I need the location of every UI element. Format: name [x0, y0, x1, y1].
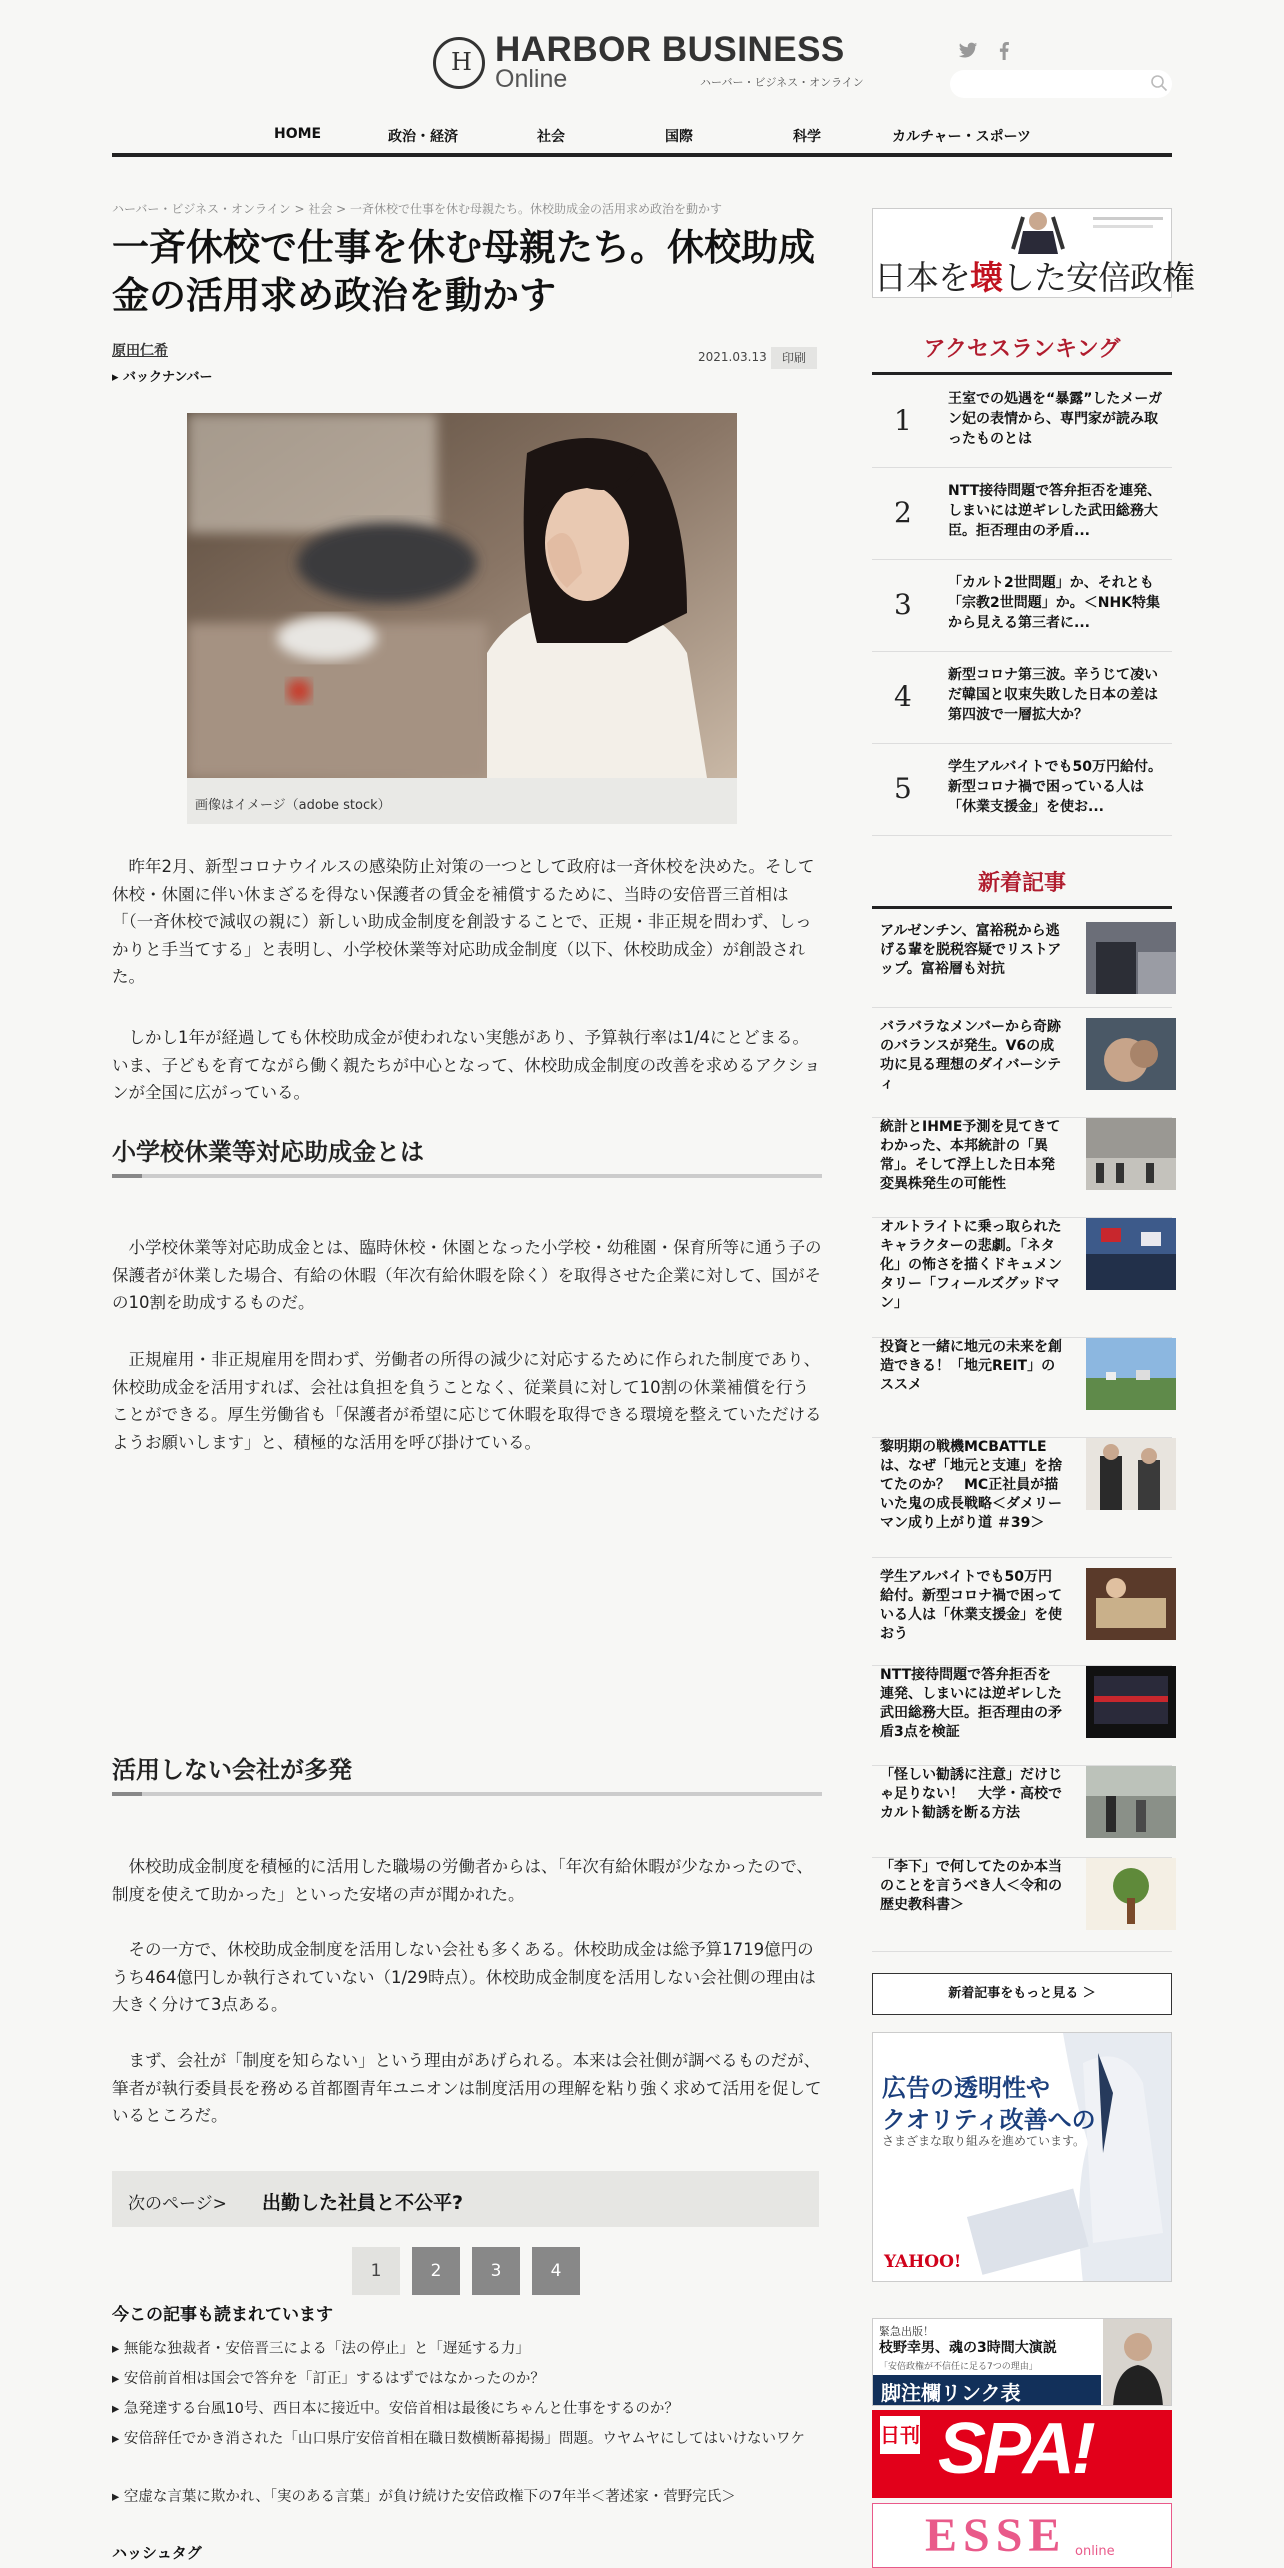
breadcrumb[interactable]: ハーバー・ビジネス・オンライン > 社会 > 一斉休校で仕事を休む母親たち。休校助成金の活用求め政治を動かす [112, 202, 723, 216]
next-page-title: 出勤した社員と不公平? [262, 2192, 464, 2214]
ad-book-title: 枝野幸男、魂の3時間大演説 [879, 2340, 1057, 2356]
new-article-item[interactable] [872, 1218, 1172, 1338]
section-heading-underline [112, 1174, 822, 1178]
new-article-title: NTT接待問題で答弁拒否を連発、しまいには逆ギレした武田総務大臣。拒否理由の矛盾3点を検証 [880, 1667, 1062, 1740]
new-article-item[interactable] [872, 1666, 1172, 1766]
ad-banner-esse[interactable] [872, 2503, 1172, 2568]
search-icon[interactable] [1150, 74, 1168, 92]
new-article-thumbnail [1086, 1766, 1176, 1838]
next-page-label: 次のページ> [128, 2194, 227, 2214]
pagination-page-2[interactable]: 2 [412, 2247, 460, 2295]
article-paragraph: 正規雇用・非正規雇用を問わず、労働者の所得の減少に対応するために作られた制度であり、休校助成金を活用すれば、会社は負担を負うことなく、従業員に対して10割の休業補償を行うことができる。厚生労働省も「保護者が希望に応じて休暇を取得できる環境を整えていただけるようお願いします」と、積極的な活用を呼び掛けている。 [112, 1350, 822, 1452]
ranking-item[interactable] [872, 376, 1172, 468]
new-article-thumbnail [1086, 1438, 1176, 1510]
ad-book-tag: 緊急出版！ [879, 2325, 934, 2338]
new-article-title: 「李下」で何してたのか本当のことを言うべき人＜令和の歴史教科書＞ [880, 1859, 1062, 1913]
ad-esse-logo: ESSE [925, 2509, 1067, 2562]
author-link[interactable]: 原田仁希 [112, 343, 168, 359]
rank-number: 5 [894, 772, 912, 805]
rank-title: NTT接待問題で答弁拒否を連発、しまいには逆ギレした武田総務大臣。拒否理由の矛盾... [948, 483, 1162, 539]
ad-yahoo-line2: クオリティ改善への [882, 2106, 1096, 2134]
new-article-item[interactable] [872, 1766, 1172, 1858]
hashtag-title: ハッシュタグ [112, 2544, 202, 2562]
ad-yahoo-line1: 広告の透明性や [882, 2074, 1050, 2102]
new-article-item[interactable] [872, 1438, 1172, 1558]
new-article-thumbnail [1086, 922, 1176, 994]
related-article-link[interactable]: ▸ 安倍前首相は国会で答弁を「訂正」するはずではなかったのか？ [112, 2371, 545, 2387]
new-article-title: 投資と一緒に地元の未来を創造できる！「地元REIT」のススメ [880, 1339, 1062, 1393]
ranking-item[interactable] [872, 560, 1172, 652]
section-heading-underline [112, 1792, 822, 1796]
ad-banner-book[interactable] [872, 2318, 1172, 2406]
related-article-link[interactable]: ▸ 空虚な言葉に欺かれ、「実のある言葉」が負け続けた安倍政権下の7年半＜著述家・菅野完氏＞ [112, 2489, 736, 2505]
new-article-title: 「怪しい勧誘に注意」だけじゃ足りない！ 大学・高校でカルト勧誘を断る方法 [880, 1767, 1062, 1821]
ad-yahoo-line3: さまざまな取り組みを進めています。 [882, 2134, 1086, 2148]
rank-title: 新型コロナ第三波。辛うじて凌いだ韓国と収束失敗した日本の差は第四波で一層拡大か？ [948, 667, 1158, 723]
pagination-page-4[interactable]: 4 [532, 2247, 580, 2295]
ranking-item[interactable] [872, 652, 1172, 744]
ranking-title: アクセスランキング [923, 337, 1121, 362]
article-paragraph: 昨年2月、新型コロナウイルスの感染防止対策の一つとして政府は一斉休校を決めた。そして休校・休園に伴い休まざるを得ない保護者の賃金を補償するために、当時の安倍晋三首相は「（一斉休校で減収の親に）新しい助成金制度を創設することで、正規・非正規を問わず、しっかりと手当てする」と表明し、小学校休業等対応助成金制度（以下、休校助成金）が創設された。 [112, 857, 815, 986]
related-articles-title: 今この記事も読まれています [112, 2305, 333, 2325]
more-new-articles-button[interactable]: 新着記事をもっと見る ＞ [872, 1973, 1172, 2015]
section-heading: 小学校休業等対応助成金とは [112, 1138, 424, 1166]
ad-spa-small: 日刊 [880, 2416, 920, 2454]
related-article-link[interactable]: ▸ 無能な独裁者・安倍晋三による「法の停止」と「遅延する力」 [112, 2341, 530, 2357]
rank-number: 1 [894, 404, 912, 437]
article-paragraph: 小学校休業等対応助成金とは、臨時休校・休園となった小学校・幼稚園・保育所等に通う子の保護者が休業した場合、有給の休暇（年次有給休暇を除く）を取得させた企業に対して、国がその10割を助成するものだ。 [112, 1238, 822, 1312]
rank-title: 王室での処遇を“暴露”したメーガン妃の表情から、専門家が読み取ったものとは [948, 391, 1163, 447]
nav-item-politics[interactable]: 政治・経済 [388, 129, 458, 145]
new-article-thumbnail [1086, 1858, 1176, 1930]
article-title: 一斉休校で仕事を休む母親たち。休校助成金の活用求め政治を動かす [112, 226, 815, 317]
ranking-item[interactable] [872, 468, 1172, 560]
nav-divider [112, 153, 1172, 157]
new-article-thumbnail [1086, 1338, 1176, 1410]
article-paragraph: しかし1年が経過しても休校助成金が使われない実態があり、予算執行率は1/4にとどまる。いま、子どもを育てながら働く親たちが中心となって、休校助成金制度の改善を求めるアクションが全国に広がっている。 [112, 1028, 821, 1102]
nav-item-international[interactable]: 国際 [665, 129, 693, 145]
logo-emblem-icon: H [433, 37, 485, 89]
ad-abe-title: 日本を壊した安倍政権 [874, 258, 1194, 297]
new-article-thumbnail [1086, 1218, 1176, 1290]
pagination-page-1[interactable]: 1 [352, 2247, 400, 2295]
image-caption: 画像はイメージ（adobe stock） [195, 798, 391, 813]
ranking-title-underline [872, 372, 1172, 375]
rank-number: 4 [894, 680, 912, 713]
pagination-page-3[interactable]: 3 [472, 2247, 520, 2295]
twitter-icon[interactable] [958, 42, 978, 65]
new-article-title: バラバラなメンバーから奇跡のバランスが発生。V6の成功に見る理想のダイバーシティ [880, 1019, 1062, 1092]
ad-spa-logo: SPA! [938, 2410, 1093, 2489]
rank-title: 「カルト2世問題」か、それとも「宗教2世問題」か。＜NHK特集から見える第三者に... [948, 575, 1161, 631]
ad-book-sub: 「安倍政権が不信任に足る7つの理由」 [879, 2362, 1038, 2372]
publish-date: 2021.03.13 [698, 350, 767, 364]
new-article-thumbnail [1086, 1118, 1176, 1190]
article-photo [187, 413, 737, 778]
ranking-item[interactable] [872, 744, 1172, 836]
rank-number: 2 [894, 496, 912, 529]
new-article-item[interactable] [872, 922, 1172, 1008]
logo-sub-text: Online [495, 65, 568, 93]
new-article-title: 統計とIHME予測を見てきてわかった、本邦統計の「異常」。そして浮上した日本発変異株発生の可能性 [880, 1119, 1061, 1192]
section-heading: 活用しない会社が多発 [112, 1756, 352, 1784]
new-article-title: アルゼンチン、富裕税から逃げる輩を脱税容疑でリストアップ。富裕層も対抗 [880, 923, 1062, 977]
article-paragraph: その一方で、休校助成金制度を活用しない会社も多くある。休校助成金は総予算1719億円のうち464億円しか執行されていない（1/29時点）。休校助成金制度を活用しない会社側の理由は大きく分けて3点ある。 [112, 1940, 816, 2014]
article-paragraph: 休校助成金制度を積極的に活用した職場の労働者からは、「年次有給休暇が少なかったので、制度を使えて助かった」といった安堵の声が聞かれた。 [112, 1857, 813, 1904]
new-article-item[interactable] [872, 1568, 1172, 1666]
print-button[interactable]: 印刷 [771, 347, 817, 369]
new-article-title: オルトライトに乗っ取られたキャラクターの悲劇。「ネタ化」の怖さを描くドキュメンタリー「フィールズグッドマン」 [880, 1219, 1062, 1311]
logo-main-text: HARBOR BUSINESS [495, 30, 845, 69]
nav-item-science[interactable]: 科学 [793, 129, 821, 145]
new-article-item[interactable] [872, 1858, 1172, 1952]
article-paragraph: まず、会社が「制度を知らない」という理由があげられる。本来は会社側が調べるものだが、筆者が執行委員長を務める首都圏青年ユニオンは制度活用の理解を粘り強く求めて活用を促しているところだ。 [112, 2051, 822, 2125]
backnumber-link[interactable]: ▸ バックナンバー [112, 370, 213, 385]
new-article-title: 学生アルバイトでも50万円給付。新型コロナ禍で困っている人は「休業支援金」を使おう [880, 1569, 1062, 1642]
ad-esse-sub: online [1075, 2544, 1115, 2559]
search-input[interactable] [950, 70, 1172, 98]
new-article-item[interactable] [872, 1018, 1172, 1118]
new-article-title: 黎明期の戦機MCBATTLEは、なぜ「地元と支連」を捨てたのか？ MC正社員が描いた鬼の成長戦略＜ダメリーマン成り上がり道 ＃39＞ [880, 1439, 1062, 1531]
new-article-item[interactable] [872, 1118, 1172, 1218]
new-article-thumbnail [1086, 1568, 1176, 1640]
new-articles-title: 新着記事 [977, 871, 1066, 896]
nav-item-home[interactable]: HOME [274, 126, 322, 142]
facebook-icon[interactable] [998, 42, 1010, 65]
new-article-item[interactable] [872, 1338, 1172, 1438]
logo-japanese-text: ハーバー・ビジネス・オンライン [700, 76, 864, 89]
rank-number: 3 [894, 588, 912, 621]
ad-book-footer: 脚注欄リンク表 [881, 2381, 1021, 2405]
main-nav [112, 126, 1172, 156]
yahoo-logo: YAHOO! [884, 2252, 962, 2272]
nav-item-culture-sports[interactable]: カルチャー・スポーツ [892, 129, 1032, 145]
ad-banner-spa[interactable] [872, 2410, 1172, 2498]
related-article-link[interactable]: ▸ 安倍辞任でかき消された「山口県庁安倍首相在職日数横断幕掲揚」問題。ウヤムヤにしてはいけないワケ [112, 2431, 805, 2447]
new-article-thumbnail [1086, 1018, 1176, 1090]
nav-item-society[interactable]: 社会 [537, 129, 565, 145]
new-article-thumbnail [1086, 1666, 1176, 1738]
new-articles-title-underline [872, 906, 1172, 909]
rank-title: 学生アルバイトでも50万円給付。新型コロナ禍で困っている人は「休業支援金」を使お... [948, 759, 1162, 815]
related-article-link[interactable]: ▸ 急発達する台風10号、西日本に接近中。安倍首相は最後にちゃんと仕事をするのか？ [112, 2401, 679, 2417]
